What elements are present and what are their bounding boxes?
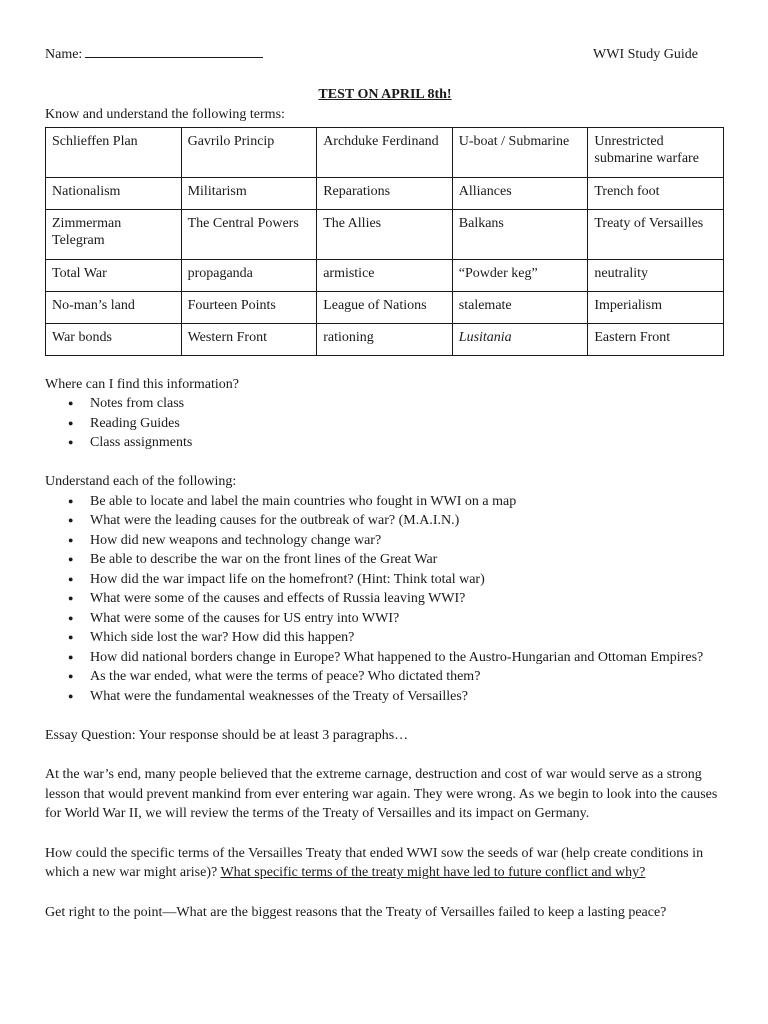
list-item: ● What were the fundamental weaknesses of the Treaty of Versailles? xyxy=(45,687,725,707)
term-cell: Gavrilo Princip xyxy=(181,127,317,177)
terms-table xyxy=(45,127,724,356)
sources-heading: Where can I find this information? xyxy=(45,376,239,392)
term-cell: League of Nations xyxy=(317,291,453,323)
term-cell: Unrestricted submarine warfare xyxy=(588,127,724,177)
list-item: ● What were some of the causes and effects of Russia leaving WWI? xyxy=(45,589,725,609)
term-cell: “Powder keg” xyxy=(452,259,588,291)
term-cell: Total War xyxy=(46,259,182,291)
name-field xyxy=(45,45,263,65)
list-item: ● Reading Guides xyxy=(45,414,725,434)
sources-list xyxy=(45,394,725,453)
list-item: ● What were some of the causes for US entry into WWI? xyxy=(45,609,725,629)
name-label: Name: xyxy=(45,47,83,62)
list-item: ● Be able to describe the war on the front lines of the Great War xyxy=(45,550,725,570)
list-item: ● Class assignments xyxy=(45,433,725,453)
list-item: ● As the war ended, what were the terms of peace? Who dictated them? xyxy=(45,667,725,687)
table-row xyxy=(46,259,724,291)
term-cell: Archduke Ferdinand xyxy=(317,127,453,177)
table-row xyxy=(46,323,724,355)
list-item: ● How did new weapons and technology change war? xyxy=(45,531,725,551)
term-cell: Trench foot xyxy=(588,177,724,209)
term-cell: propaganda xyxy=(181,259,317,291)
understand-heading: Understand each of the following: xyxy=(45,474,237,489)
term-cell: The Allies xyxy=(317,209,453,259)
list-item: ● How did national borders change in Europe? What happened to the Austro-Hungarian and Ottoman Empires? xyxy=(45,648,725,668)
header xyxy=(45,45,725,65)
term-cell: Fourteen Points xyxy=(181,291,317,323)
name-blank-line xyxy=(85,45,263,58)
list-item: ● Be able to locate and label the main countries who fought in WWI on a map xyxy=(45,492,725,512)
essay-question xyxy=(45,844,725,884)
term-cell: War bonds xyxy=(46,323,182,355)
term-cell: Nationalism xyxy=(46,177,182,209)
study-guide-page xyxy=(45,45,725,923)
list-item: ● What were the leading causes for the outbreak of war? (M.A.I.N.) xyxy=(45,511,725,531)
table-row xyxy=(46,291,724,323)
term-cell: Imperialism xyxy=(588,291,724,323)
term-cell: Balkans xyxy=(452,209,588,259)
essay-context: At the war’s end, many people believed that the extreme carnage, destruction and cost of war would serve as a strong lesson that would prevent mankind from ever entering war again. They were wrong. As we begin to look into the causes for World War II, we will review the terms of the Treaty of Versailles and its impact on Germany. xyxy=(45,766,718,822)
understand-list xyxy=(45,492,725,707)
essay-final-prompt: Get right to the point—What are the biggest reasons that the Treaty of Versailles failed to keep a lasting peace? xyxy=(45,904,667,920)
term-cell: Eastern Front xyxy=(588,323,724,355)
essay-question-underlined: What specific terms of the treaty might have led to future conflict and why? xyxy=(220,865,646,881)
term-cell: No-man’s land xyxy=(46,291,182,323)
term-cell: Reparations xyxy=(317,177,453,209)
essay-intro: Essay Question: Your response should be at least 3 paragraphs… xyxy=(45,727,409,743)
term-cell: Militarism xyxy=(181,177,317,209)
table-row xyxy=(46,177,724,209)
term-cell: Alliances xyxy=(452,177,588,209)
term-cell: U-boat / Submarine xyxy=(452,127,588,177)
table-row xyxy=(46,127,724,177)
term-cell: rationing xyxy=(317,323,453,355)
term-cell: neutrality xyxy=(588,259,724,291)
document-title: WWI Study Guide xyxy=(593,47,698,62)
term-cell: Zimmerman Telegram xyxy=(46,209,182,259)
term-cell: Schlieffen Plan xyxy=(46,127,182,177)
list-item: ● How did the war impact life on the homefront? (Hint: Think total war) xyxy=(45,570,725,590)
list-item: ● Notes from class xyxy=(45,394,725,414)
term-cell: Lusitania xyxy=(452,323,588,355)
term-cell: Western Front xyxy=(181,323,317,355)
table-row xyxy=(46,209,724,259)
term-cell: Treaty of Versailles xyxy=(588,209,724,259)
term-cell: armistice xyxy=(317,259,453,291)
list-item: ● Which side lost the war? How did this happen? xyxy=(45,628,725,648)
term-cell: stalemate xyxy=(452,291,588,323)
term-cell: The Central Powers xyxy=(181,209,317,259)
terms-intro: Know and understand the following terms: xyxy=(45,107,285,122)
test-date-title: TEST ON APRIL 8th! xyxy=(318,87,452,102)
essay-question-text: How could the specific terms of the Versailles Treaty that ended WWI sow the seeds of war (help create conditions in which a new war might arise)? xyxy=(45,845,704,881)
